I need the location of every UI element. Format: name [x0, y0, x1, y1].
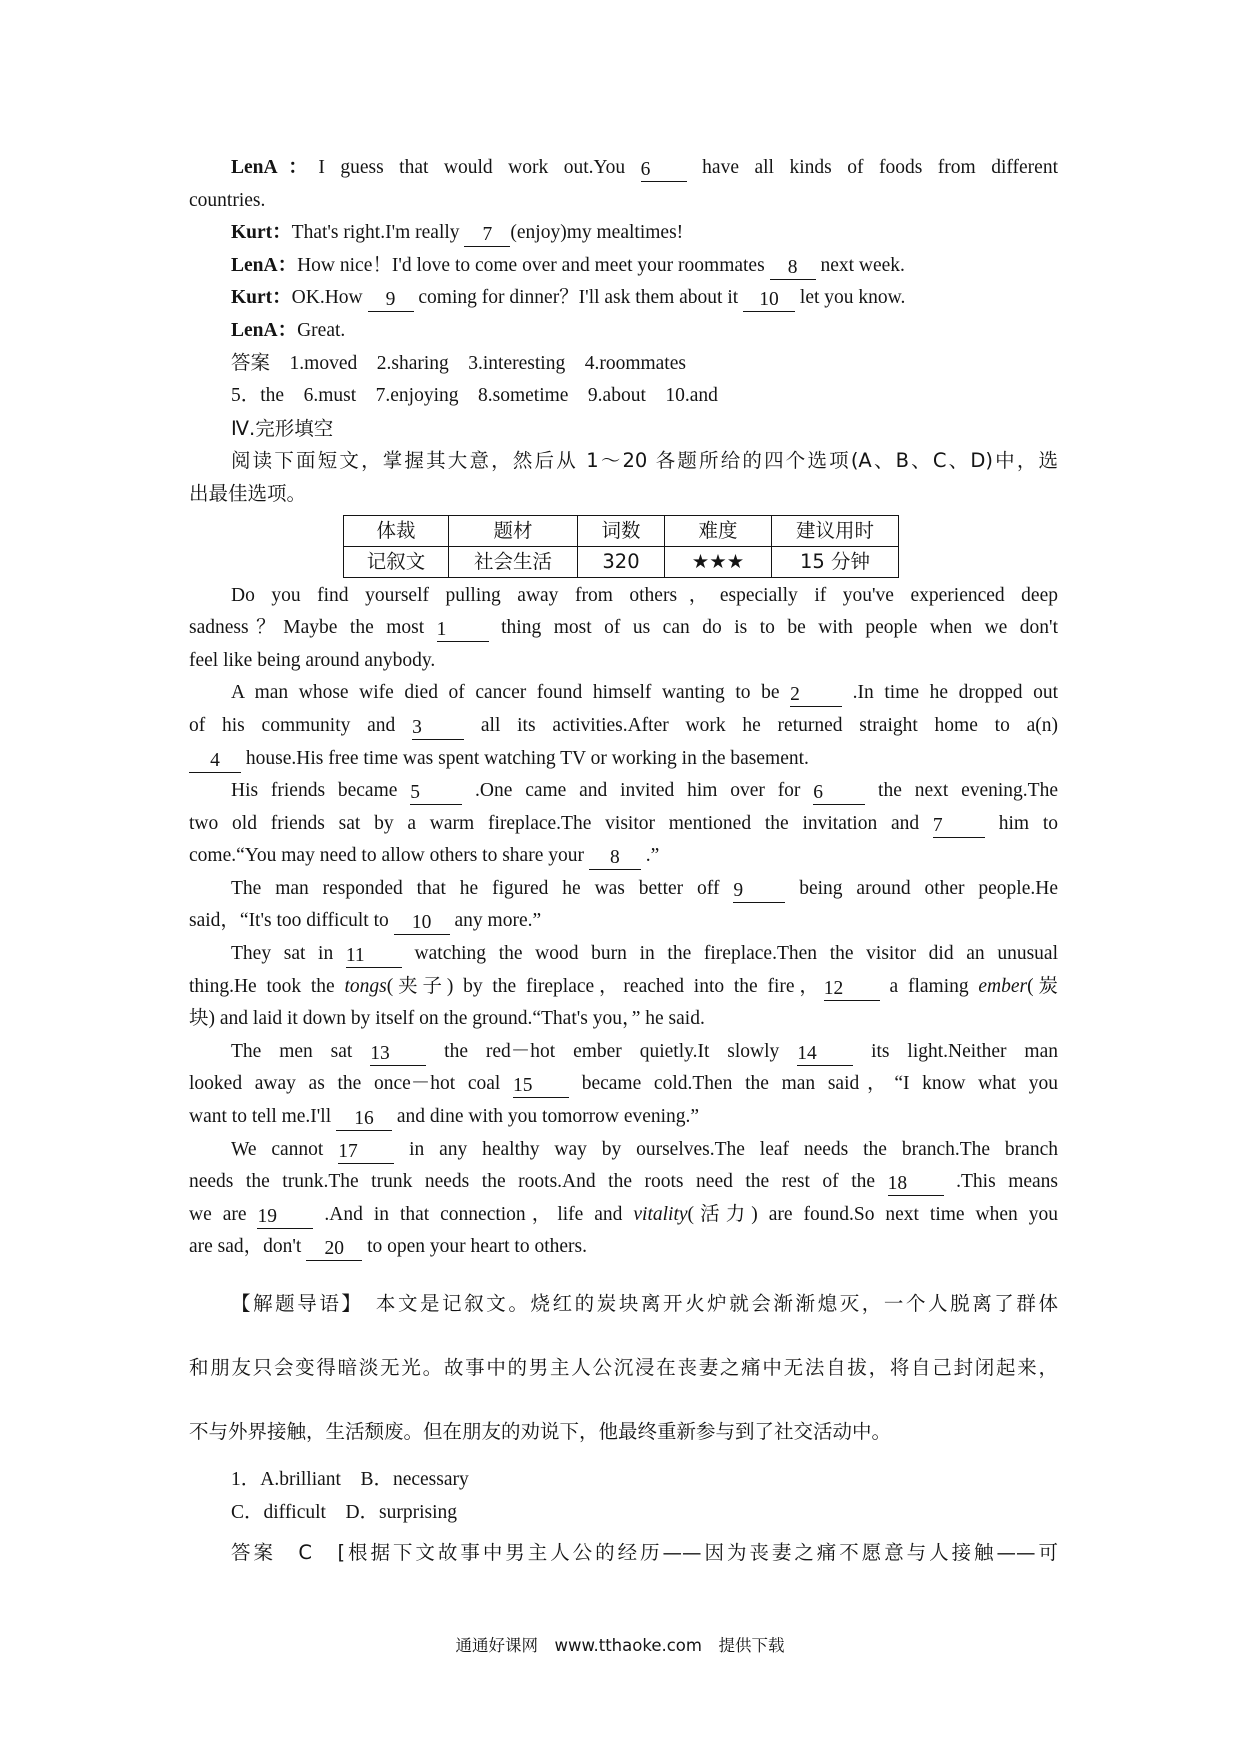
dialogue-line-2: Kurt：That's right.I'm really 7 (enjoy)my mealtimes!	[231, 222, 684, 246]
blank-14: 14	[797, 1043, 853, 1066]
table-cell: ★★★	[665, 546, 772, 577]
guide-label: 【解题导语】	[231, 1292, 354, 1315]
passage-line: of his community and 3 all its activities.After work he returned straight home to a(n)	[189, 714, 1058, 738]
blank-19: 19	[257, 1206, 313, 1229]
blank-10: 10	[743, 289, 795, 312]
passage-line: A man whose wife died of cancer found himself wanting to be 2 .In time he dropped out	[231, 682, 1058, 706]
passage-line: are sad，don't 20 to open your heart to others.	[189, 1236, 587, 1260]
passage-line: looked away as the once－hot coal 15 became cold.Then the man said，“I know what you	[189, 1073, 1058, 1097]
blank-10: 10	[394, 912, 450, 935]
dialogue-line-4: Kurt：OK.How 9 coming for dinner？I'll ask them about it 10 let you know.	[231, 287, 906, 311]
passage-line: come.“You may need to allow others to share your 8 .”	[189, 845, 660, 869]
blank-17: 17	[338, 1141, 394, 1164]
speaker: LenA：	[231, 157, 319, 178]
dialogue-line-3: LenA：How nice！I'd love to come over and meet your roommates 8 next week.	[231, 254, 905, 278]
blank-5: 5	[410, 782, 462, 805]
question-1-line-2: C．difficult D．surprising	[231, 1501, 458, 1523]
passage-line: 块) and laid it down by itself on the ground.“That's you，” he said.	[189, 1008, 705, 1030]
blank-6: 6	[641, 159, 687, 182]
table-header: 词数	[578, 515, 665, 546]
section-title: Ⅳ.完形填空	[231, 416, 334, 440]
table-cell: 社会生活	[449, 546, 578, 577]
info-table	[343, 515, 899, 578]
table-header: 题材	[449, 515, 578, 546]
speaker: LenA：	[231, 319, 298, 341]
guide-line-1: 【解题导语】 本文是记叙文。烧红的炭块离开火炉就会渐渐熄灭，一个人脱离了群体	[231, 1292, 1058, 1315]
blank-20: 20	[306, 1238, 362, 1261]
dialogue-line-1: LenA：I guess that would work out.You 6 have all kinds of foods from different	[231, 157, 1058, 180]
content	[189, 152, 1058, 1571]
info-table-value-row	[344, 546, 899, 577]
blank-7: 7	[933, 815, 985, 838]
guide-line-2: 和朋友只会变得暗淡无光。故事中的男主人公沉浸在丧妻之痛中无法自拔，将自己封闭起来，	[189, 1356, 1058, 1379]
speaker: Kurt：	[231, 222, 292, 244]
info-table-header-row	[344, 515, 899, 546]
footer: 通通好课网 www.tthaoke.com 提供下载	[455, 1636, 785, 1655]
answer-label: 答案	[231, 1541, 276, 1565]
blank-9: 9	[368, 289, 414, 312]
passage-line: want to tell me.I'll 16 and dine with you tomorrow evening.”	[189, 1106, 700, 1130]
blank-6: 6	[813, 782, 865, 805]
question-1-line-1: 1．A.brilliant B．necessary	[231, 1469, 469, 1490]
table-cell: 320	[578, 546, 665, 577]
table-header: 难度	[665, 515, 772, 546]
instruction-line-2: 出最佳选项。	[189, 481, 307, 505]
instruction-line-1: 阅读下面短文，掌握其大意，然后从 1～20 各题所给的四个选项(A、B、C、D)中，选	[231, 449, 1058, 473]
table-header: 体裁	[344, 515, 449, 546]
passage-line: The man responded that he figured he was better off 9 being around other people.He	[231, 877, 1058, 901]
passage-line: we are 19 .And in that connection，life and vitality(活力) are found.So next time when you	[189, 1203, 1058, 1227]
dialogue-continuation: countries.	[189, 189, 266, 211]
blank-8: 8	[770, 257, 816, 280]
table-cell: 记叙文	[344, 546, 449, 577]
blank-16: 16	[336, 1108, 392, 1131]
blank-13: 13	[370, 1043, 426, 1066]
blank-11: 11	[346, 945, 402, 968]
blank-15: 15	[513, 1075, 569, 1098]
italic-word: tongs	[344, 975, 387, 997]
answer-choice: C	[298, 1541, 313, 1565]
blank-3: 3	[412, 717, 464, 740]
italic-word: ember	[978, 975, 1028, 997]
passage-line: two old friends sat by a warm fireplace.The visitor mentioned the invitation and 7 him to	[189, 812, 1058, 836]
blank-4: 4	[189, 750, 241, 773]
passage-line: His friends became 5 .One came and invited him over for 6 the next evening.The	[231, 780, 1058, 804]
blank-2: 2	[790, 684, 842, 707]
passage-line: feel like being around anybody.	[189, 649, 436, 671]
answer-label: 答案	[231, 352, 271, 374]
blank-18: 18	[888, 1173, 944, 1196]
speaker: LenA：	[231, 254, 298, 276]
blank-1: 1	[437, 619, 489, 642]
blank-12: 12	[824, 978, 880, 1001]
blank-7: 7	[464, 224, 510, 247]
passage-line: thing.He took the tongs(夹子) by the fireplace，reached into the fire，12 a flaming ember(炭	[189, 975, 1058, 999]
dialogue-line-5: LenA：Great.	[231, 319, 346, 341]
passage-line: They sat in 11 watching the wood burn in the fireplace.Then the visitor did an unusual	[231, 943, 1058, 967]
passage-line: said，“It's too difficult to 10 any more.”	[189, 910, 542, 934]
answer-1: 答案 C [根据下文故事中男主人公的经历——因为丧妻之痛不愿意与人接触——可	[231, 1541, 1058, 1565]
answers-line-1: 答案 1.moved 2.sharing 3.interesting 4.roommates	[231, 352, 686, 374]
passage-line: Do you find yourself pulling away from others，especially if you've experienced deep	[231, 584, 1058, 606]
passage-line: needs the trunk.The trunk needs the roots.And the roots need the rest of the 18 .This means	[189, 1171, 1059, 1195]
blank-8: 8	[589, 847, 641, 870]
table-cell: 15 分钟	[772, 546, 899, 577]
passage-line: sadness？Maybe the most 1 thing most of us can do is to be with people when we don't	[189, 617, 1058, 641]
blank-9: 9	[733, 880, 785, 903]
table-header: 建议用时	[772, 515, 899, 546]
passage-line: We cannot 17 in any healthy way by ourselves.The leaf needs the branch.The branch	[231, 1138, 1058, 1162]
answers-line-2: 5．the 6.must 7.enjoying 8.sometime 9.about 10.and	[231, 385, 718, 407]
guide-line-3: 不与外界接触，生活颓废。但在朋友的劝说下，他最终重新参与到了社交活动中。	[189, 1420, 892, 1443]
italic-word: vitality	[633, 1203, 688, 1225]
speaker: Kurt：	[231, 287, 292, 309]
passage-line: The men sat 13 the red－hot ember quietly.It slowly 14 its light.Neither man	[231, 1040, 1058, 1064]
passage-line: 4 house.His free time was spent watching TV or working in the basement.	[189, 743, 1058, 776]
